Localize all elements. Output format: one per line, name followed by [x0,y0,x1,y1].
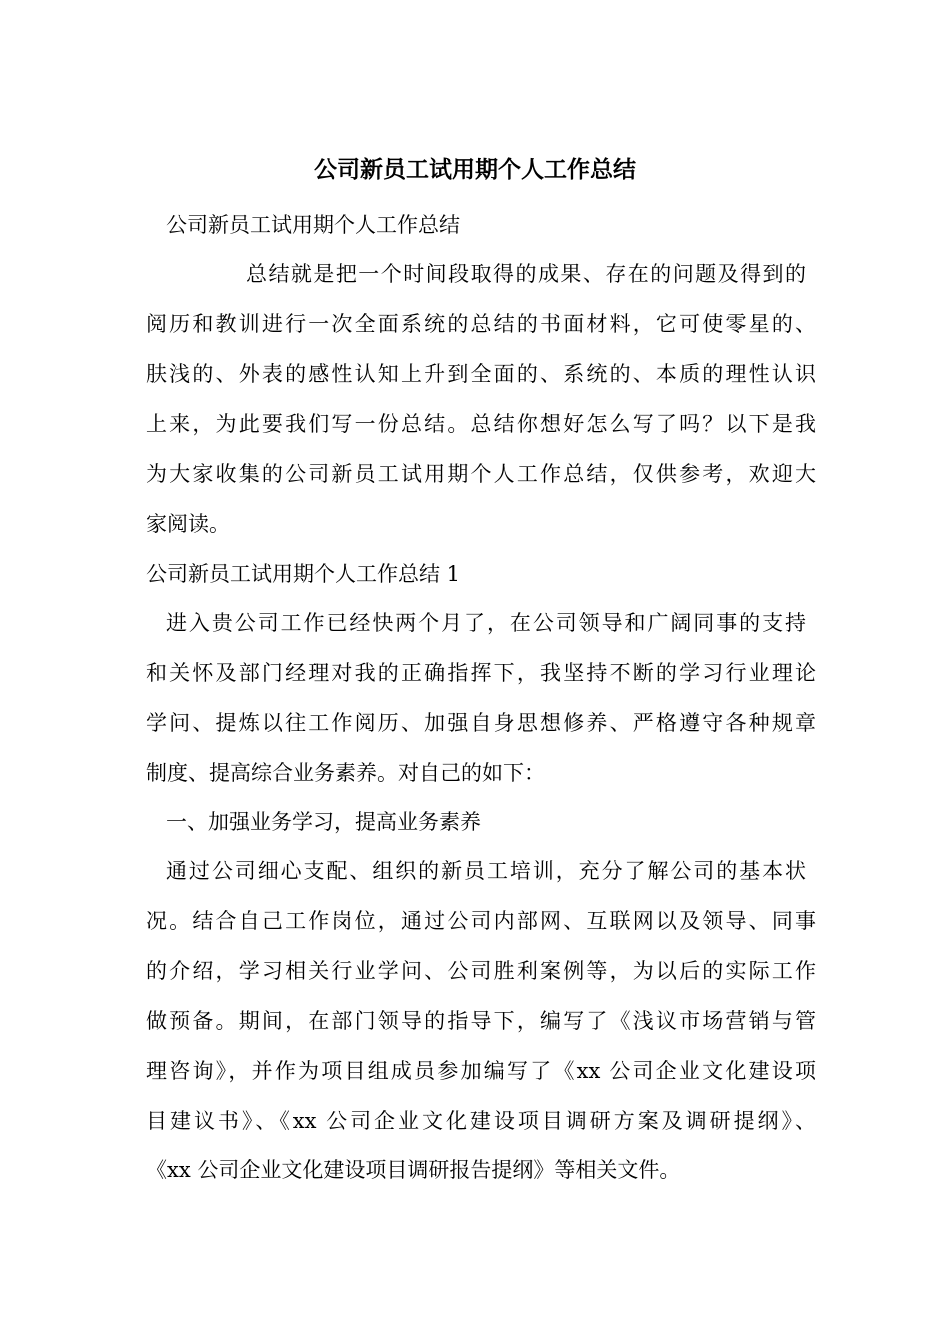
paragraph-line: 目建议书》、《xx 公司企业文化建设项目调研方案及调研提纲》、 [146,1109,816,1133]
paragraph-line: 总结就是把一个时间段取得的成果、存在的问题及得到的 [246,262,806,286]
paragraph-line: 通过公司细心支配、组织的新员工培训，充分了解公司的基本状 [166,859,806,883]
paragraph-line: 《xx 公司企业文化建设项目调研报告提纲》等相关文件。 [146,1158,681,1182]
paragraph-line: 肤浅的、外表的感性认知上升到全面的、系统的、本质的理性认识 [146,362,816,386]
paragraph-line: 理咨询》，并作为项目组成员参加编写了《xx 公司企业文化建设项 [146,1059,816,1083]
paragraph-line: 进入贵公司工作已经快两个月了，在公司领导和广阔同事的支持 [166,611,806,635]
subsection-heading: 一、加强业务学习，提高业务素养 [166,810,481,834]
paragraph-line: 上来，为此要我们写一份总结。总结你想好怎么写了吗？以下是我 [146,412,816,436]
paragraph-line: 学问、提炼以往工作阅历、加强自身思想修养、严格遵守各种规章 [146,711,816,735]
paragraph-line: 阅历和教训进行一次全面系统的总结的书面材料，它可使零星的、 [146,312,816,336]
paragraph-line: 做预备。期间，在部门领导的指导下，编写了《浅议市场营销与管 [146,1009,816,1033]
paragraph-line: 制度、提高综合业务素养。对自己的如下： [146,761,545,785]
paragraph-line: 为大家收集的公司新员工试用期个人工作总结，仅供参考，欢迎大 [146,462,816,486]
subtitle-line: 公司新员工试用期个人工作总结 [166,213,460,237]
paragraph-line: 和关怀及部门经理对我的正确指挥下，我坚持不断的学习行业理论 [146,661,816,685]
document-title: 公司新员工试用期个人工作总结 [314,156,636,183]
paragraph-line: 的介绍，学习相关行业学问、公司胜利案例等，为以后的实际工作 [146,959,816,983]
paragraph-line: 家阅读。 [146,512,230,536]
section-heading: 公司新员工试用期个人工作总结 1 [146,562,461,586]
paragraph-line: 况。结合自己工作岗位，通过公司内部网、互联网以及领导、同事 [146,909,816,933]
